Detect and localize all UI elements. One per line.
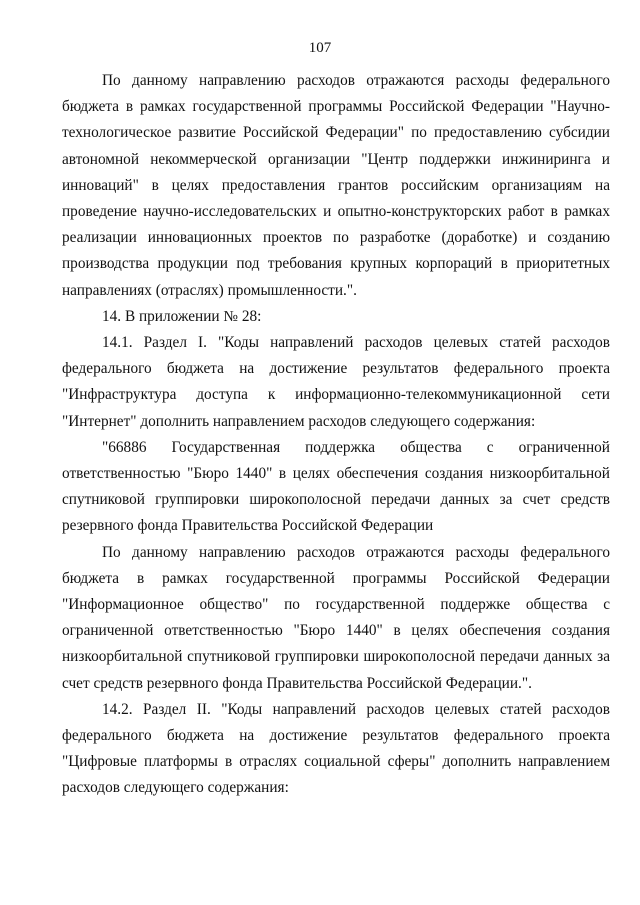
- paragraph-code-66886: "66886 Государственная поддержка общества с ограниченной ответственностью "Бюро 1440" в целях обеспечения создания низкоорбитальной спутниковой группировки широкополосной передачи данных за счет средств резервного фонда Правительства Российской Федерации: [62, 438, 610, 535]
- paragraph-section-14-2: 14.2. Раздел II. "Коды направлений расходов целевых статей расходов федерального бюджета на достижение результатов федерального проекта "Цифровые платформы в отраслях социальной сферы" дополнить направлением расходов следующего содержания:: [62, 700, 610, 797]
- paragraph-appendix-28: 14. В приложении № 28:: [102, 307, 262, 325]
- paragraph-section-14-1: 14.1. Раздел I. "Коды направлений расходов целевых статей расходов федерального бюджета на достижение результатов федерального проекта "Инфраструктура доступа к информационно-телекоммуникационной сети "Интернет" дополнить направлением расходов следующего содержания:: [62, 334, 610, 430]
- paragraph-expense-description: По данному направлению расходов отражаются расходы федерального бюджета в рамках государственной программы Российской Федерации "Научно-технологическое развитие Российской Федерации" по предоставлению субсидии автономной некоммерческой организации "Центр поддержки инжиниринга и инноваций" в целях предоставления грантов российским организациям на проведение научно-исследовательских и опытно-конструкторских работ в рамках реализации инновационных проектов по разработке (доработке) и созданию производства продукции под требования крупных корпораций в приоритетных направлениях (отраслях) промышленности.".: [62, 72, 610, 299]
- document-body: [62, 68, 610, 802]
- paragraph-expense-description-2: По данному направлению расходов отражаются расходы федерального бюджета в рамках государственной программы Российской Федерации "Информационное общество" по государственной поддержке общества с ограниченной ответственностью "Бюро 1440" в целях обеспечения создания низкоорбитальной спутниковой группировки широкополосной передачи данных за счет средств резервного фонда Правительства Российской Федерации.".: [62, 543, 610, 692]
- page-number: 107: [308, 40, 332, 56]
